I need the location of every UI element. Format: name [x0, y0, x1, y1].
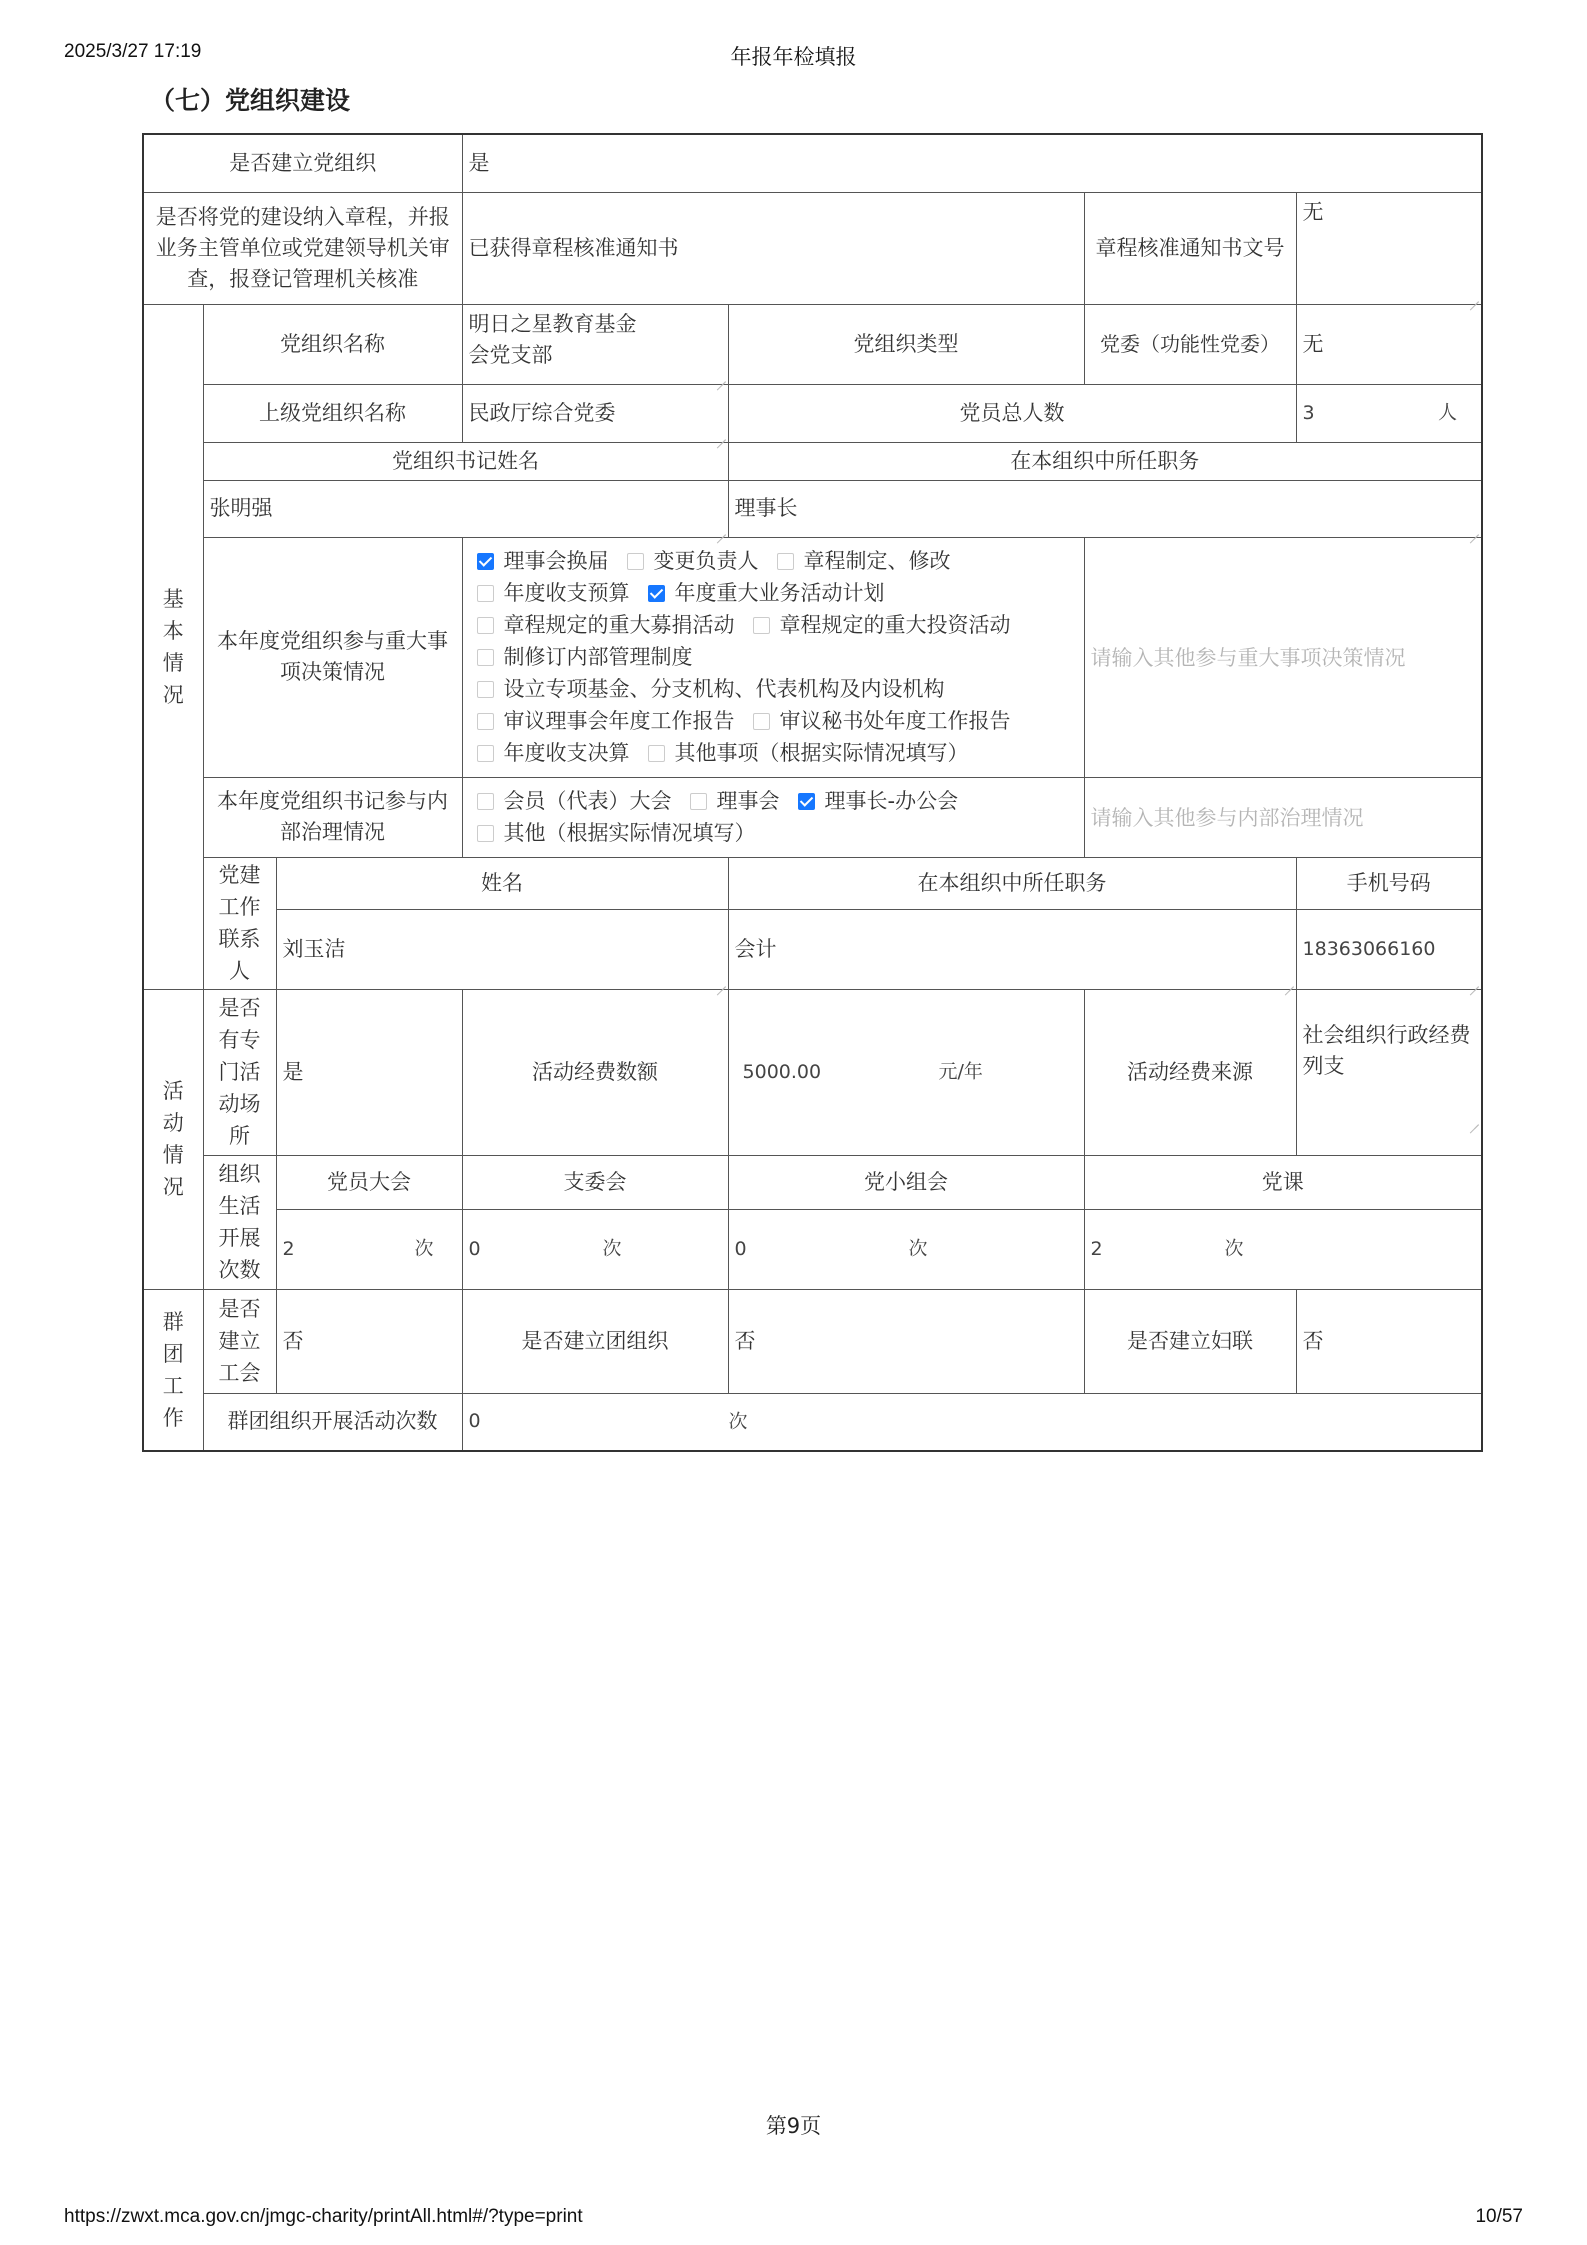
- life-count-value: 2: [282, 1237, 295, 1260]
- row-parent-org: [143, 384, 1482, 442]
- checkbox-checked-icon[interactable]: [477, 553, 494, 570]
- checkbox-icon[interactable]: [477, 793, 494, 810]
- footer-page-count: 10/57: [1475, 2206, 1523, 2227]
- decision-option[interactable]: 年度收支决算: [477, 737, 630, 769]
- governance-option[interactable]: 其他（根据实际情况填写）: [477, 817, 756, 849]
- contact-post-label: 在本组织中所任职务: [728, 857, 1296, 909]
- page-number: 第9页: [765, 2114, 822, 2138]
- times-unit: 次: [602, 1237, 622, 1260]
- funds-source-value: 社会组织行政经费列支: [1302, 1022, 1471, 1078]
- row-contact-values: [143, 909, 1482, 989]
- org-type-option: 党委（功能性党委）: [1084, 304, 1296, 384]
- row-established: [143, 134, 1482, 192]
- mass-activities-label: 群团组织开展活动次数: [203, 1393, 462, 1451]
- secretary-name-field[interactable]: [203, 480, 728, 537]
- decision-option[interactable]: 变更负责人: [627, 545, 759, 577]
- checkbox-icon[interactable]: [477, 825, 494, 842]
- league-value[interactable]: 否: [728, 1289, 1084, 1393]
- row-decisions: [143, 537, 1482, 777]
- checkbox-icon[interactable]: [477, 681, 494, 698]
- row-life-values: [143, 1209, 1482, 1289]
- funds-value: 5000.00: [742, 1060, 822, 1083]
- members-value: 3: [1302, 401, 1315, 424]
- checkbox-icon[interactable]: [627, 553, 644, 570]
- resize-grip-icon[interactable]: [1469, 525, 1479, 535]
- resize-grip-icon[interactable]: [716, 372, 726, 382]
- checkbox-icon[interactable]: [477, 713, 494, 730]
- members-unit: 人: [1438, 401, 1458, 424]
- decision-option[interactable]: 其他事项（根据实际情况填写）: [648, 737, 969, 769]
- checkbox-icon[interactable]: [477, 585, 494, 602]
- contact-name-label: 姓名: [276, 857, 728, 909]
- funds-field[interactable]: [728, 989, 1084, 1155]
- decisions-options: [462, 537, 1084, 777]
- union-value[interactable]: 否: [276, 1289, 462, 1393]
- life-count-field[interactable]: [462, 1209, 728, 1289]
- decisions-other-input[interactable]: 请输入其他参与重大事项决策情况: [1084, 537, 1482, 777]
- decision-option[interactable]: 年度重大业务活动计划: [648, 577, 885, 609]
- women-value[interactable]: 否: [1296, 1289, 1482, 1393]
- row-secretary-headers: [143, 442, 1482, 480]
- resize-grip-icon[interactable]: [1284, 977, 1294, 987]
- charter-doc-field[interactable]: [1296, 192, 1482, 304]
- secretary-post-value: 理事长: [734, 496, 798, 520]
- funds-label: 活动经费数额: [462, 989, 728, 1155]
- secretary-post-field[interactable]: [728, 480, 1482, 537]
- resize-grip-icon[interactable]: [1469, 977, 1479, 987]
- parent-org-field[interactable]: [462, 384, 728, 442]
- party-building-form: [142, 133, 1483, 1452]
- resize-grip-icon[interactable]: [1469, 1115, 1479, 1125]
- life-count-field[interactable]: [1084, 1209, 1482, 1289]
- funds-unit: 元/年: [938, 1060, 983, 1083]
- life-header: 党小组会: [728, 1155, 1084, 1209]
- org-name-label: 党组织名称: [203, 304, 462, 384]
- governance-option[interactable]: 会员（代表）大会: [477, 785, 672, 817]
- resize-grip-icon[interactable]: [716, 430, 726, 440]
- decision-option[interactable]: 审议理事会年度工作报告: [477, 705, 735, 737]
- contact-phone-label: 手机号码: [1296, 857, 1482, 909]
- print-datetime: 2025/3/27 17:19: [64, 41, 202, 62]
- women-label: 是否建立妇联: [1084, 1289, 1296, 1393]
- row-contact-headers: [143, 857, 1482, 909]
- life-header: 党员大会: [276, 1155, 462, 1209]
- contact-post-value: 会计: [734, 936, 777, 961]
- life-count-value: 0: [734, 1237, 747, 1260]
- members-field[interactable]: [1296, 384, 1482, 442]
- row-life-headers: [143, 1155, 1482, 1209]
- decision-option[interactable]: 年度收支预算: [477, 577, 630, 609]
- mass-activities-field[interactable]: [462, 1393, 1482, 1451]
- org-type-value[interactable]: 无: [1296, 304, 1482, 384]
- checkbox-icon[interactable]: [690, 793, 707, 810]
- row-venue-funds: [143, 989, 1482, 1155]
- page-header-title: 年报年检填报: [730, 45, 857, 69]
- checkbox-checked-icon[interactable]: [648, 585, 665, 602]
- decision-option[interactable]: 章程制定、修改: [777, 545, 951, 577]
- decision-option[interactable]: 理事会换届: [477, 545, 609, 577]
- row-secretary-values: [143, 480, 1482, 537]
- checkbox-icon[interactable]: [477, 649, 494, 666]
- decision-option[interactable]: 章程规定的重大投资活动: [753, 609, 1011, 641]
- mass-activities-value: 0: [468, 1410, 481, 1433]
- established-value[interactable]: 是: [462, 134, 1482, 192]
- times-unit: 次: [1224, 1237, 1244, 1260]
- secretary-name-label: 党组织书记姓名: [203, 442, 728, 480]
- basic-group-label: 基本情况: [143, 304, 203, 989]
- checkbox-icon[interactable]: [477, 617, 494, 634]
- resize-grip-icon[interactable]: [716, 977, 726, 987]
- checkbox-icon[interactable]: [753, 617, 770, 634]
- org-name-value: 明日之星教育基金会党支部: [468, 311, 637, 367]
- charter-label: 是否将党的建设纳入章程，并报业务主管单位或党建领导机关审查，报登记管理机关核准: [143, 192, 462, 304]
- row-charter: [143, 192, 1482, 304]
- times-unit: 次: [414, 1237, 434, 1260]
- resize-grip-icon[interactable]: [716, 525, 726, 535]
- established-label: 是否建立党组织: [143, 134, 462, 192]
- mass-activities-unit: 次: [728, 1410, 748, 1433]
- members-label: 党员总人数: [728, 384, 1296, 442]
- row-mass-activities: [143, 1393, 1482, 1451]
- life-header: 党课: [1084, 1155, 1482, 1209]
- venue-value[interactable]: 是: [276, 989, 462, 1155]
- secretary-name-value: 张明强: [209, 496, 273, 520]
- checkbox-icon[interactable]: [648, 745, 665, 762]
- contact-label: 党建工作联系人: [203, 857, 276, 989]
- contact-name-value: 刘玉洁: [282, 936, 346, 961]
- parent-org-value: 民政厅综合党委: [468, 400, 616, 425]
- governance-options: [462, 777, 1084, 857]
- funds-source-label: 活动经费来源: [1084, 989, 1296, 1155]
- charter-value[interactable]: 已获得章程核准通知书: [462, 192, 1084, 304]
- secretary-post-label: 在本组织中所任职务: [728, 442, 1482, 480]
- decision-option[interactable]: 章程规定的重大募捐活动: [477, 609, 735, 641]
- contact-phone-value: 18363066160: [1302, 937, 1436, 960]
- decision-option[interactable]: 制修订内部管理制度: [477, 641, 693, 673]
- venue-label: 是否有专门活动场所: [203, 989, 276, 1155]
- checkbox-icon[interactable]: [753, 713, 770, 730]
- governance-label: 本年度党组织书记参与内部治理情况: [203, 777, 462, 857]
- checkbox-icon[interactable]: [477, 745, 494, 762]
- activity-group-label: 活动情况: [143, 989, 203, 1289]
- section-title: （七）党组织建设: [150, 86, 351, 115]
- org-name-field[interactable]: [462, 304, 728, 384]
- funds-source-field[interactable]: [1296, 989, 1482, 1155]
- footer-url: https://zwxt.mca.gov.cn/jmgc-charity/printAll.html#/?type=print: [64, 2206, 583, 2227]
- resize-grip-icon[interactable]: [1469, 292, 1479, 302]
- times-unit: 次: [908, 1237, 928, 1260]
- row-governance: [143, 777, 1482, 857]
- decision-option[interactable]: 设立专项基金、分支机构、代表机构及内设机构: [477, 673, 945, 705]
- checkbox-checked-icon[interactable]: [798, 793, 815, 810]
- parent-org-label: 上级党组织名称: [203, 384, 462, 442]
- union-label: 是否建立工会: [203, 1289, 276, 1393]
- life-count-value: 2: [1090, 1237, 1103, 1260]
- life-count-field[interactable]: [728, 1209, 1084, 1289]
- league-label: 是否建立团组织: [462, 1289, 728, 1393]
- governance-option[interactable]: 理事会: [690, 785, 780, 817]
- mass-group-label: 群团工作: [143, 1289, 203, 1451]
- governance-other-input[interactable]: 请输入其他参与内部治理情况: [1084, 777, 1482, 857]
- contact-phone-field[interactable]: [1296, 909, 1482, 989]
- org-type-label: 党组织类型: [728, 304, 1084, 384]
- decision-option[interactable]: 审议秘书处年度工作报告: [753, 705, 1011, 737]
- charter-doc-value: 无: [1302, 199, 1324, 224]
- row-mass-orgs: [143, 1289, 1482, 1393]
- decisions-label: 本年度党组织参与重大事项决策情况: [203, 537, 462, 777]
- checkbox-icon[interactable]: [777, 553, 794, 570]
- row-org-name: [143, 304, 1482, 384]
- life-count-field[interactable]: [276, 1209, 462, 1289]
- governance-option[interactable]: 理事长-办公会: [798, 785, 959, 817]
- contact-name-field[interactable]: [276, 909, 728, 989]
- contact-post-field[interactable]: [728, 909, 1296, 989]
- life-count-value: 0: [468, 1237, 481, 1260]
- charter-doc-label: 章程核准通知书文号: [1084, 192, 1296, 304]
- life-label: 组织生活开展次数: [203, 1155, 276, 1289]
- life-header: 支委会: [462, 1155, 728, 1209]
